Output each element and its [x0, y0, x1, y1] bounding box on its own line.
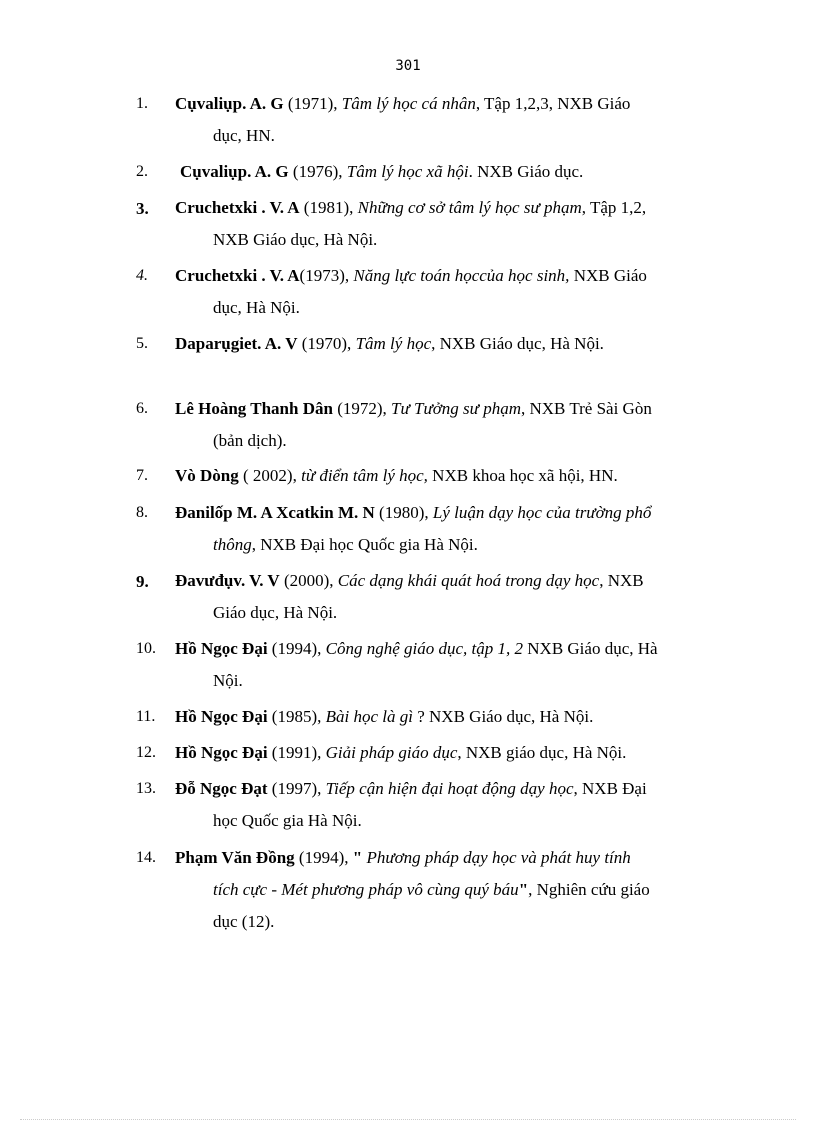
- title: Các dạng khái quát hoá trong dạy học: [337, 571, 600, 590]
- author: Cruchetxki . V. A: [175, 266, 300, 285]
- item-text: Đanilốp M. A Xcatkin M. N (1980), Lý luận dạy học của trường phổ thông, NXB Đại học Quốc gia Hà Nội.: [175, 503, 652, 554]
- author: Cụvaliụp. A. G: [175, 94, 284, 113]
- author: Hồ Ngọc Đại: [175, 743, 268, 762]
- author: Đavưđụv. V. V: [175, 571, 280, 590]
- author: Lê Hoàng Thanh Dân: [175, 399, 333, 418]
- title: Công nghệ giáo dục, tập 1, 2: [325, 639, 524, 658]
- item-number: 7.: [136, 467, 148, 484]
- item-number: 5.: [136, 335, 148, 352]
- item-text: Cụvaliụp. A. G (1976), Tâm lý học xã hội. NXB Giáo dục.: [180, 162, 584, 181]
- item-text: Cụvaliụp. A. G (1971), Tâm lý học cá nhân, Tập 1,2,3, NXB Giáo dục, HN.: [175, 94, 631, 145]
- item-number: 10.: [136, 640, 156, 657]
- item-number: 8.: [136, 504, 148, 521]
- title: Tư Tưởng sư phạm: [391, 399, 521, 418]
- item-number: 13.: [136, 780, 156, 797]
- item-text: Hồ Ngọc Đại (1994), Công nghệ giáo dục, tập 1, 2 NXB Giáo dục, Hà Nội.: [175, 639, 658, 690]
- title: Lý luận dạy học của trường phổ: [432, 503, 652, 522]
- title: Tâm lý học: [355, 334, 432, 353]
- item-number: 1.: [136, 95, 148, 112]
- author: Daparụgiet. A. V: [175, 334, 298, 353]
- item-text: Vò Dòng ( 2002), từ điển tâm lý học, NXB khoa học xã hội, HN.: [175, 466, 618, 485]
- author: Cụvaliụp. A. G: [180, 162, 289, 181]
- author: Đanilốp M. A Xcatkin M. N: [175, 503, 375, 522]
- title: Tiếp cận hiện đại hoạt động dạy học: [325, 779, 574, 798]
- item-text: Lê Hoàng Thanh Dân (1972), Tư Tưởng sư phạm, NXB Trẻ Sài Gòn (bản dịch).: [175, 399, 652, 450]
- item-text: Đavưđụv. V. V (2000), Các dạng khái quát hoá trong dạy học, NXB Giáo dục, Hà Nội.: [175, 571, 644, 622]
- item-text: Hồ Ngọc Đại (1985), Bài học là gì ? NXB Giáo dục, Hà Nội.: [175, 707, 594, 726]
- item-number: 6.: [136, 400, 148, 417]
- title: Giải pháp giáo dục: [325, 743, 458, 762]
- author: Phạm Văn Đồng: [175, 848, 295, 867]
- page-number: 301: [395, 58, 421, 74]
- author: Hồ Ngọc Đại: [175, 707, 268, 726]
- item-text: Phạm Văn Đồng (1994), " Phương pháp dạy học và phát huy tính tích cực - Mét phương pháp vô cùng quý báu", Nghiên cứu giáo dục (12).: [175, 848, 650, 931]
- author: Vò Dòng: [175, 466, 239, 485]
- author: Đỗ Ngọc Đạt: [175, 779, 268, 798]
- page-bottom-divider: [20, 1119, 796, 1120]
- title: Năng lực toán họccủa học sinh,: [353, 266, 570, 285]
- title: Tâm lý học cá nhân: [341, 94, 476, 113]
- title: từ điển tâm lý học,: [301, 466, 428, 485]
- item-number: 4.: [136, 267, 148, 284]
- item-text: Daparụgiet. A. V (1970), Tâm lý học, NXB Giáo dục, Hà Nội.: [175, 334, 604, 353]
- item-number: 14.: [136, 849, 156, 866]
- item-number: 11.: [136, 708, 156, 725]
- item-text: Đỗ Ngọc Đạt (1997), Tiếp cận hiện đại hoạt động dạy học, NXB Đại học Quốc gia Hà Nội.: [175, 779, 647, 830]
- title: Phương pháp dạy học và phát huy tính: [366, 848, 631, 867]
- item-number: 3.: [136, 199, 149, 218]
- title: Bài học là gì: [325, 707, 413, 726]
- item-text: Hồ Ngọc Đại (1991), Giải pháp giáo dục, NXB giáo dục, Hà Nội.: [175, 743, 627, 762]
- item-number: 12.: [136, 744, 156, 761]
- item-text: Cruchetxki . V. A (1981), Những cơ sở tâm lý học sư phạm, Tập 1,2, NXB Giáo dục, Hà Nội.: [175, 198, 647, 249]
- title: Những cơ sở tâm lý học sư phạm: [357, 198, 582, 217]
- author: Hồ Ngọc Đại: [175, 639, 268, 658]
- item-number: 9.: [136, 572, 149, 591]
- title: Tâm lý học xã hội: [346, 162, 469, 181]
- item-number: 2.: [136, 163, 148, 180]
- item-text: Cruchetxki . V. A(1973), Năng lực toán họccủa học sinh, NXB Giáo dục, Hà Nội.: [175, 266, 647, 317]
- author: Cruchetxki . V. A: [175, 198, 300, 217]
